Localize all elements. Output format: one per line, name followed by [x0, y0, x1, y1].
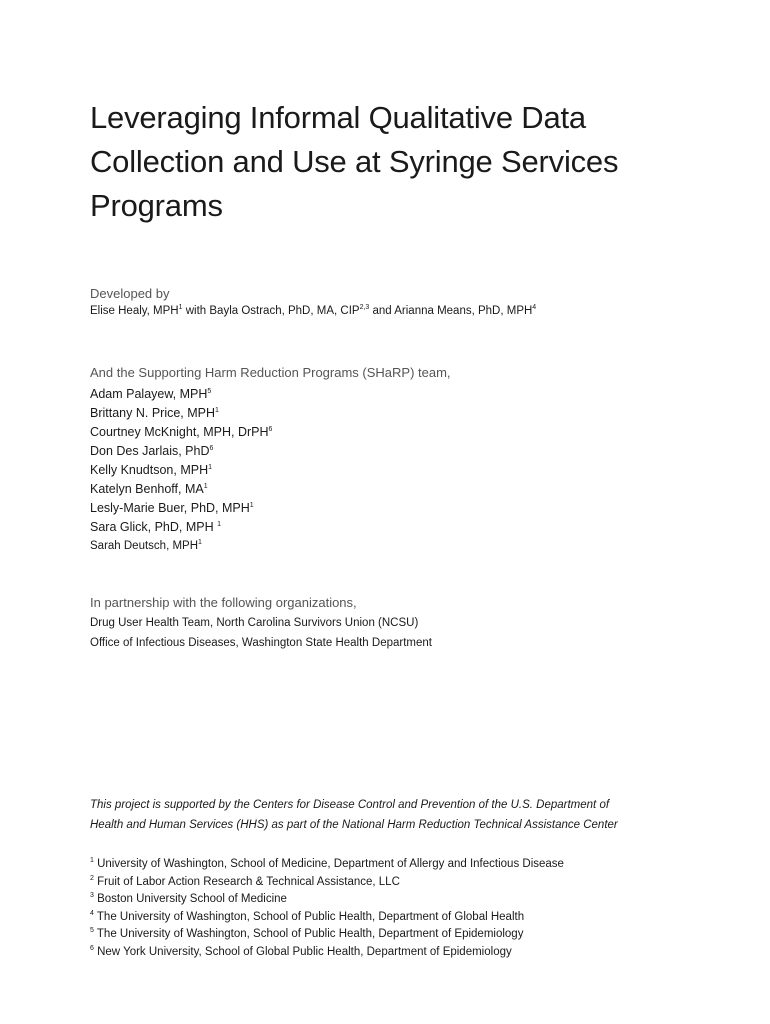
- title-line: Leveraging Informal Qualitative Data: [90, 100, 586, 135]
- affiliation: [90, 926, 564, 944]
- affiliation-marker: 6: [209, 444, 214, 452]
- affiliation: [90, 909, 564, 927]
- affiliation-marker: 1: [215, 406, 219, 414]
- team-member: [90, 442, 272, 461]
- funding-statement: [90, 796, 710, 835]
- affiliation-marker: 1: [178, 304, 183, 312]
- affiliation-marker: 6: [268, 425, 273, 433]
- partner-org: Office of Infectious Diseases, Washington State Health Department: [90, 637, 432, 649]
- affiliation-marker: 1: [203, 482, 208, 490]
- member-name: Sarah Deutsch, MPH: [90, 540, 199, 552]
- affiliation-number: 2: [90, 874, 94, 882]
- affiliation-text: University of Washington, School of Medicine, Department of Allergy and Infectious Disease: [93, 858, 564, 870]
- affiliation-number: 6: [90, 944, 94, 952]
- affiliation-marker: 1: [208, 463, 213, 471]
- affiliation-marker: 1: [198, 539, 202, 547]
- team-member: [90, 537, 272, 556]
- team-member: [90, 518, 272, 537]
- affiliation-marker: 5: [207, 387, 212, 395]
- developed-by-label: Developed by: [90, 286, 170, 301]
- affiliation-number: 5: [90, 927, 94, 935]
- funding-line: Health and Human Services (HHS) as part of the National Harm Reduction Technical Assistance Center: [90, 818, 618, 831]
- affiliation-marker: 1: [217, 520, 222, 528]
- author-name: and Arianna Means, PhD, MPH: [369, 305, 533, 317]
- team-members-list: [90, 385, 272, 556]
- affiliation-text: Fruit of Labor Action Research & Technical Assistance, LLC: [93, 875, 400, 888]
- lead-authors: [90, 305, 536, 317]
- team-label: And the Supporting Harm Reduction Programs (SHaRP) team,: [90, 365, 451, 380]
- team-member: [90, 499, 272, 518]
- affiliation-number: 1: [90, 857, 94, 865]
- document-title: [90, 96, 710, 228]
- affiliation-text: The University of Washington, School of Public Health, Department of Global Health: [93, 910, 525, 923]
- partner-orgs-list: [90, 613, 432, 653]
- affiliation-number: 4: [90, 909, 94, 917]
- affiliation-number: 3: [90, 892, 94, 900]
- member-name: Don Des Jarlais, PhD: [90, 444, 210, 458]
- title-line: Programs: [90, 188, 223, 223]
- member-name: Courtney McKnight, MPH, DrPH: [90, 425, 269, 439]
- author-name: with Bayla Ostrach, PhD, MA, CIP: [182, 305, 360, 317]
- affiliation: [90, 856, 564, 874]
- affiliation-text: New York University, School of Global Public Health, Department of Epidemiology: [93, 945, 512, 958]
- affiliation-marker: 4: [532, 304, 537, 312]
- member-name: Brittany N. Price, MPH: [90, 406, 216, 420]
- member-name: Kelly Knudtson, MPH: [90, 463, 209, 477]
- partner-org: Drug User Health Team, North Carolina Survivors Union (NCSU): [90, 617, 419, 629]
- affiliations-list: [90, 856, 564, 961]
- title-line: Collection and Use at Syringe Services: [90, 144, 619, 179]
- affiliation-text: Boston University School of Medicine: [93, 893, 287, 905]
- affiliation: [90, 874, 564, 892]
- funding-line: This project is supported by the Centers for Disease Control and Prevention of the U.S. Department of: [90, 799, 610, 811]
- affiliation-text: The University of Washington, School of Public Health, Department of Epidemiology: [93, 928, 524, 940]
- affiliation: [90, 944, 564, 962]
- member-name: Sara Glick, PhD, MPH: [90, 520, 218, 534]
- member-name: Katelyn Benhoff, MA: [90, 482, 204, 496]
- team-member: [90, 423, 272, 442]
- affiliation: [90, 891, 564, 909]
- team-member: [90, 404, 272, 423]
- author-name: Elise Healy, MPH: [90, 305, 179, 317]
- affiliation-marker: 1: [249, 501, 254, 509]
- partnership-label: In partnership with the following organizations,: [90, 595, 357, 610]
- affiliation-marker: 2,3: [359, 304, 370, 312]
- team-member: [90, 385, 272, 404]
- team-member: [90, 480, 272, 499]
- member-name: Lesly-Marie Buer, PhD, MPH: [90, 501, 250, 515]
- team-member: [90, 461, 272, 480]
- member-name: Adam Palayew, MPH: [90, 387, 208, 401]
